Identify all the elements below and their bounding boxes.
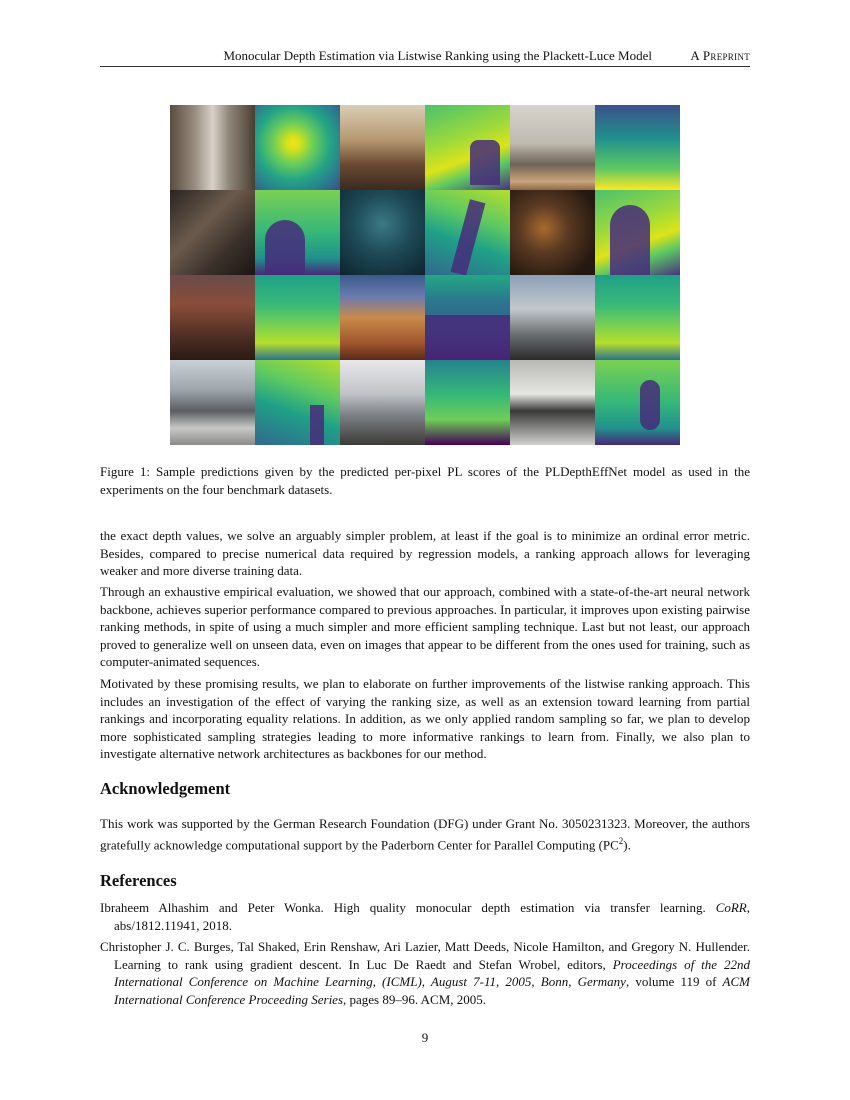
figure-depth-map-animated-scene-3 [595,190,680,275]
page-number: 9 [421,1030,429,1045]
figure-photo-stairs [510,105,595,190]
figure-depth-map-animated-scene-2 [425,190,510,275]
figure-depth-map-gothic-building [425,275,510,360]
reference-2-series: ACM International Conference Proceeding Series [114,974,750,1007]
body-paragraph-2: Through an exhaustive empirical evaluation, we showed that our approach, combined with a state-of-the-art neural network backbone, achieves superior performance compared to previous approaches. In particular, it improves upon existing pairwise ranking methods, in spite of using a much simpler and more efficient sampling technique. Last but not least, our approach proved to generalize well on unseen data, even on images that appear to be different from the ones used for training, such as computer-animated sequences. [100,584,750,670]
figure-photo-animated-scene-3 [510,190,595,275]
figure-depth-map-person-at-table [595,360,680,445]
acknowledgement-heading: Acknowledgement [100,779,231,798]
running-title: Monocular Depth Estimation via Listwise Ranking using the Plackett-Luce Model [223,48,652,63]
figure-1-caption: Figure 1: Sample predictions given by the predicted per-pixel PL scores of the PLDepthEffNet model as used in the experiments on the four benchmark datasets. [100,464,750,497]
figure-depth-map-brick-building [255,275,340,360]
acknowledgement-superscript: 2 [618,835,624,846]
figure-depth-map-stairs [595,105,680,190]
references-heading: References [100,871,177,890]
figure-1-grid [170,105,680,445]
figure-photo-person-at-table [510,360,595,445]
acknowledgement-body: This work was supported by the German Research Foundation (DFG) under Grant No. 3050231323. Moreover, the authors gratefully acknowledge computational support by the Paderborn Center for Parallel Computing (PC [100,816,750,852]
reference-2-authors: Christopher J. C. Burges, Tal Shaked, Erin Renshaw, Ari Lazier, Matt Deeds, Nicole Hamilton, and Gregory N. Hullender. Learning to rank using gradient descent. In Luc De Raedt and Stefan Wrobel, editors, [100,939,750,972]
figure-photo-living-room [340,105,425,190]
body-paragraph-1: the exact depth values, we solve an arguably simpler problem, at least if the goal is to minimize an ordinal error metric. Besides, compared to precise numerical data required by regression models, a ranking approach allows for leveraging weaker and more diverse training data. [100,528,750,579]
figure-photo-animated-scene-2 [340,190,425,275]
reference-1-rest: , abs/1812.11941, 2018. [114,900,750,933]
reference-alhashim-2018 [100,899,750,934]
figure-photo-brick-building [170,275,255,360]
figure-depth-map-office-desks [425,360,510,445]
figure-depth-map-corridor [255,105,340,190]
figure-depth-map-lab-people [255,360,340,445]
figure-photo-corridor [170,105,255,190]
figure-photo-lab-people [170,360,255,445]
figure-photo-animated-scene-1 [170,190,255,275]
reference-burges-2005 [100,938,750,1008]
reference-1-authors: Ibraheem Alhashim and Peter Wonka. High quality monocular depth estimation via transfer learning. [100,900,716,915]
figure-photo-office-window [510,275,595,360]
figure-depth-map-animated-scene-1 [255,190,340,275]
preprint-label: A Preprint [690,48,750,63]
acknowledgement-tail: ). [623,836,631,852]
figure-photo-gothic-building [340,275,425,360]
body-paragraph-3: Motivated by these promising results, we plan to elaborate on further improvements of the listwise ranking approach. This includes an investigation of the effect of varying the ranking size, as well as an extension toward learning from partial rankings and incorporating equality relations. In addition, as we only applied random sampling so far, we plan to develop more sophisticated sampling strategies leading to more informative rankings to learn from. Finally, we also plan to investigate alternative network architectures as backbones for our method. [100,676,750,762]
figure-depth-map-office-window [595,275,680,360]
running-header [100,48,750,67]
figure-depth-map-living-room [425,105,510,190]
reference-1-venue: CoRR [715,900,747,915]
reference-2-rest: , pages 89–96. ACM, 2005. [343,991,487,1007]
reference-2-middle: , volume 119 of [625,974,723,990]
figure-photo-office-desks [340,360,425,445]
reference-2-venue: Proceedings of the 22nd International Conference on Machine Learning, (ICML), August 7-11, 2005, Bonn, Germany [114,956,750,990]
acknowledgement-text [100,815,750,854]
